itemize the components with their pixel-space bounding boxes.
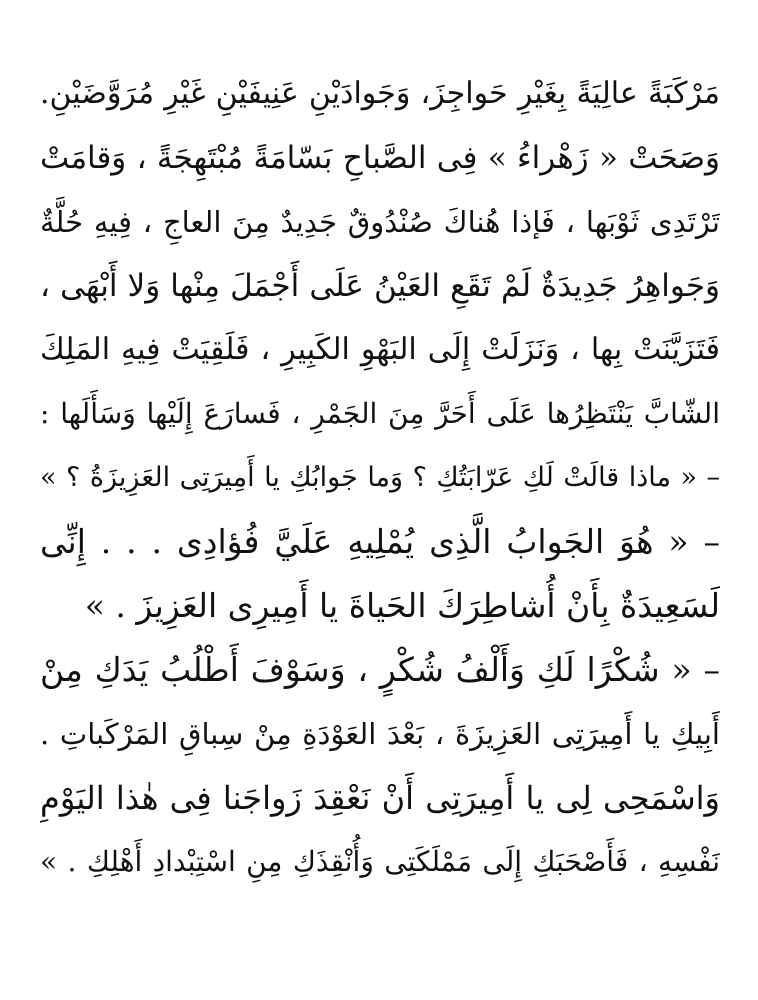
story-text: [40, 62, 720, 894]
text-line-9: لَسَعِيدَةٌ بِأَنْ أُشاطِرَكَ الحَياةَ يا أَمِيرِى العَزِيزَ . »: [84, 586, 720, 625]
text-line-4: وَجَواهِرُ جَدِيدَةٌ لَمْ تَقَعِ العَيْنُ عَلَى أَجْمَلَ مِنْها وَلا أَبْهَى ،: [40, 268, 720, 304]
text-line-5: فَتَزَيَّنَتْ بِها ، وَنَزَلَتْ إِلَى البَهْوِ الكَبِيرِ ، فَلَقِيَتْ فِيهِ المَلِكَ: [40, 332, 720, 367]
text-line-2: وَصَحَتْ « زَهْراءُ » فِى الصَّباحِ بَسّامَةً مُبْتَهِجَةً ، وَقامَتْ: [40, 140, 720, 176]
text-line-6: الشّابَّ يَنْتَظِرُها عَلَى أَحَرَّ مِنَ الجَمْرِ ، فَسارَعَ إِلَيْها وَسَأَلَها :: [40, 397, 720, 430]
text-line-12: وَاسْمَحِى لِى يا أَمِيرَتِى أَنْ نَعْقِدَ زَواجَنا فِى هٰذا اليَوْمِ: [40, 779, 720, 817]
text-line-7: – « ماذا قالَتْ لَكِ عَرّابَتُكِ ؟ وَما جَوابُكِ يا أَمِيرَتِى العَزِيزَةُ ؟ »: [40, 462, 720, 493]
text-line-11: أَبِيكِ يا أَمِيرَتِى العَزِيزَةَ ، بَعْدَ العَوْدَةِ مِنْ سِباقِ المَرْكَباتِ .: [40, 717, 720, 751]
text-line-1: مَرْكَبَةً عالِيَةً بِغَيْرِ حَواجِزَ، وَجَوادَيْنِ عَنِيفَيْنِ غَيْرِ مُرَوَّضَيْنِ.: [40, 76, 720, 111]
text-line-10: – « شُكْرًا لَكِ وَأَلْفُ شُكْرٍ ، وَسَوْفَ أَطْلُبُ يَدَكِ مِنْ: [40, 650, 720, 689]
text-line-3: تَرْتَدِى ثَوْبَها ، فَإذا هُناكَ صُنْدُوقٌ جَدِيدٌ مِنَ العاجِ ، فِيهِ حُلَّةٌ: [40, 205, 720, 239]
text-line-8: – « هُوَ الجَوابُ الَّذِى يُمْلِيهِ عَلَيَّ فُؤادِى . . . إِنِّى: [40, 522, 720, 561]
text-line-13: نَفْسِهِ ، فَأَصْحَبَكِ إِلَى مَمْلَكَتِى وَأُنْقِذَكِ مِنِ اسْتِبْدادِ أَهْلِكِ . »: [40, 845, 720, 878]
